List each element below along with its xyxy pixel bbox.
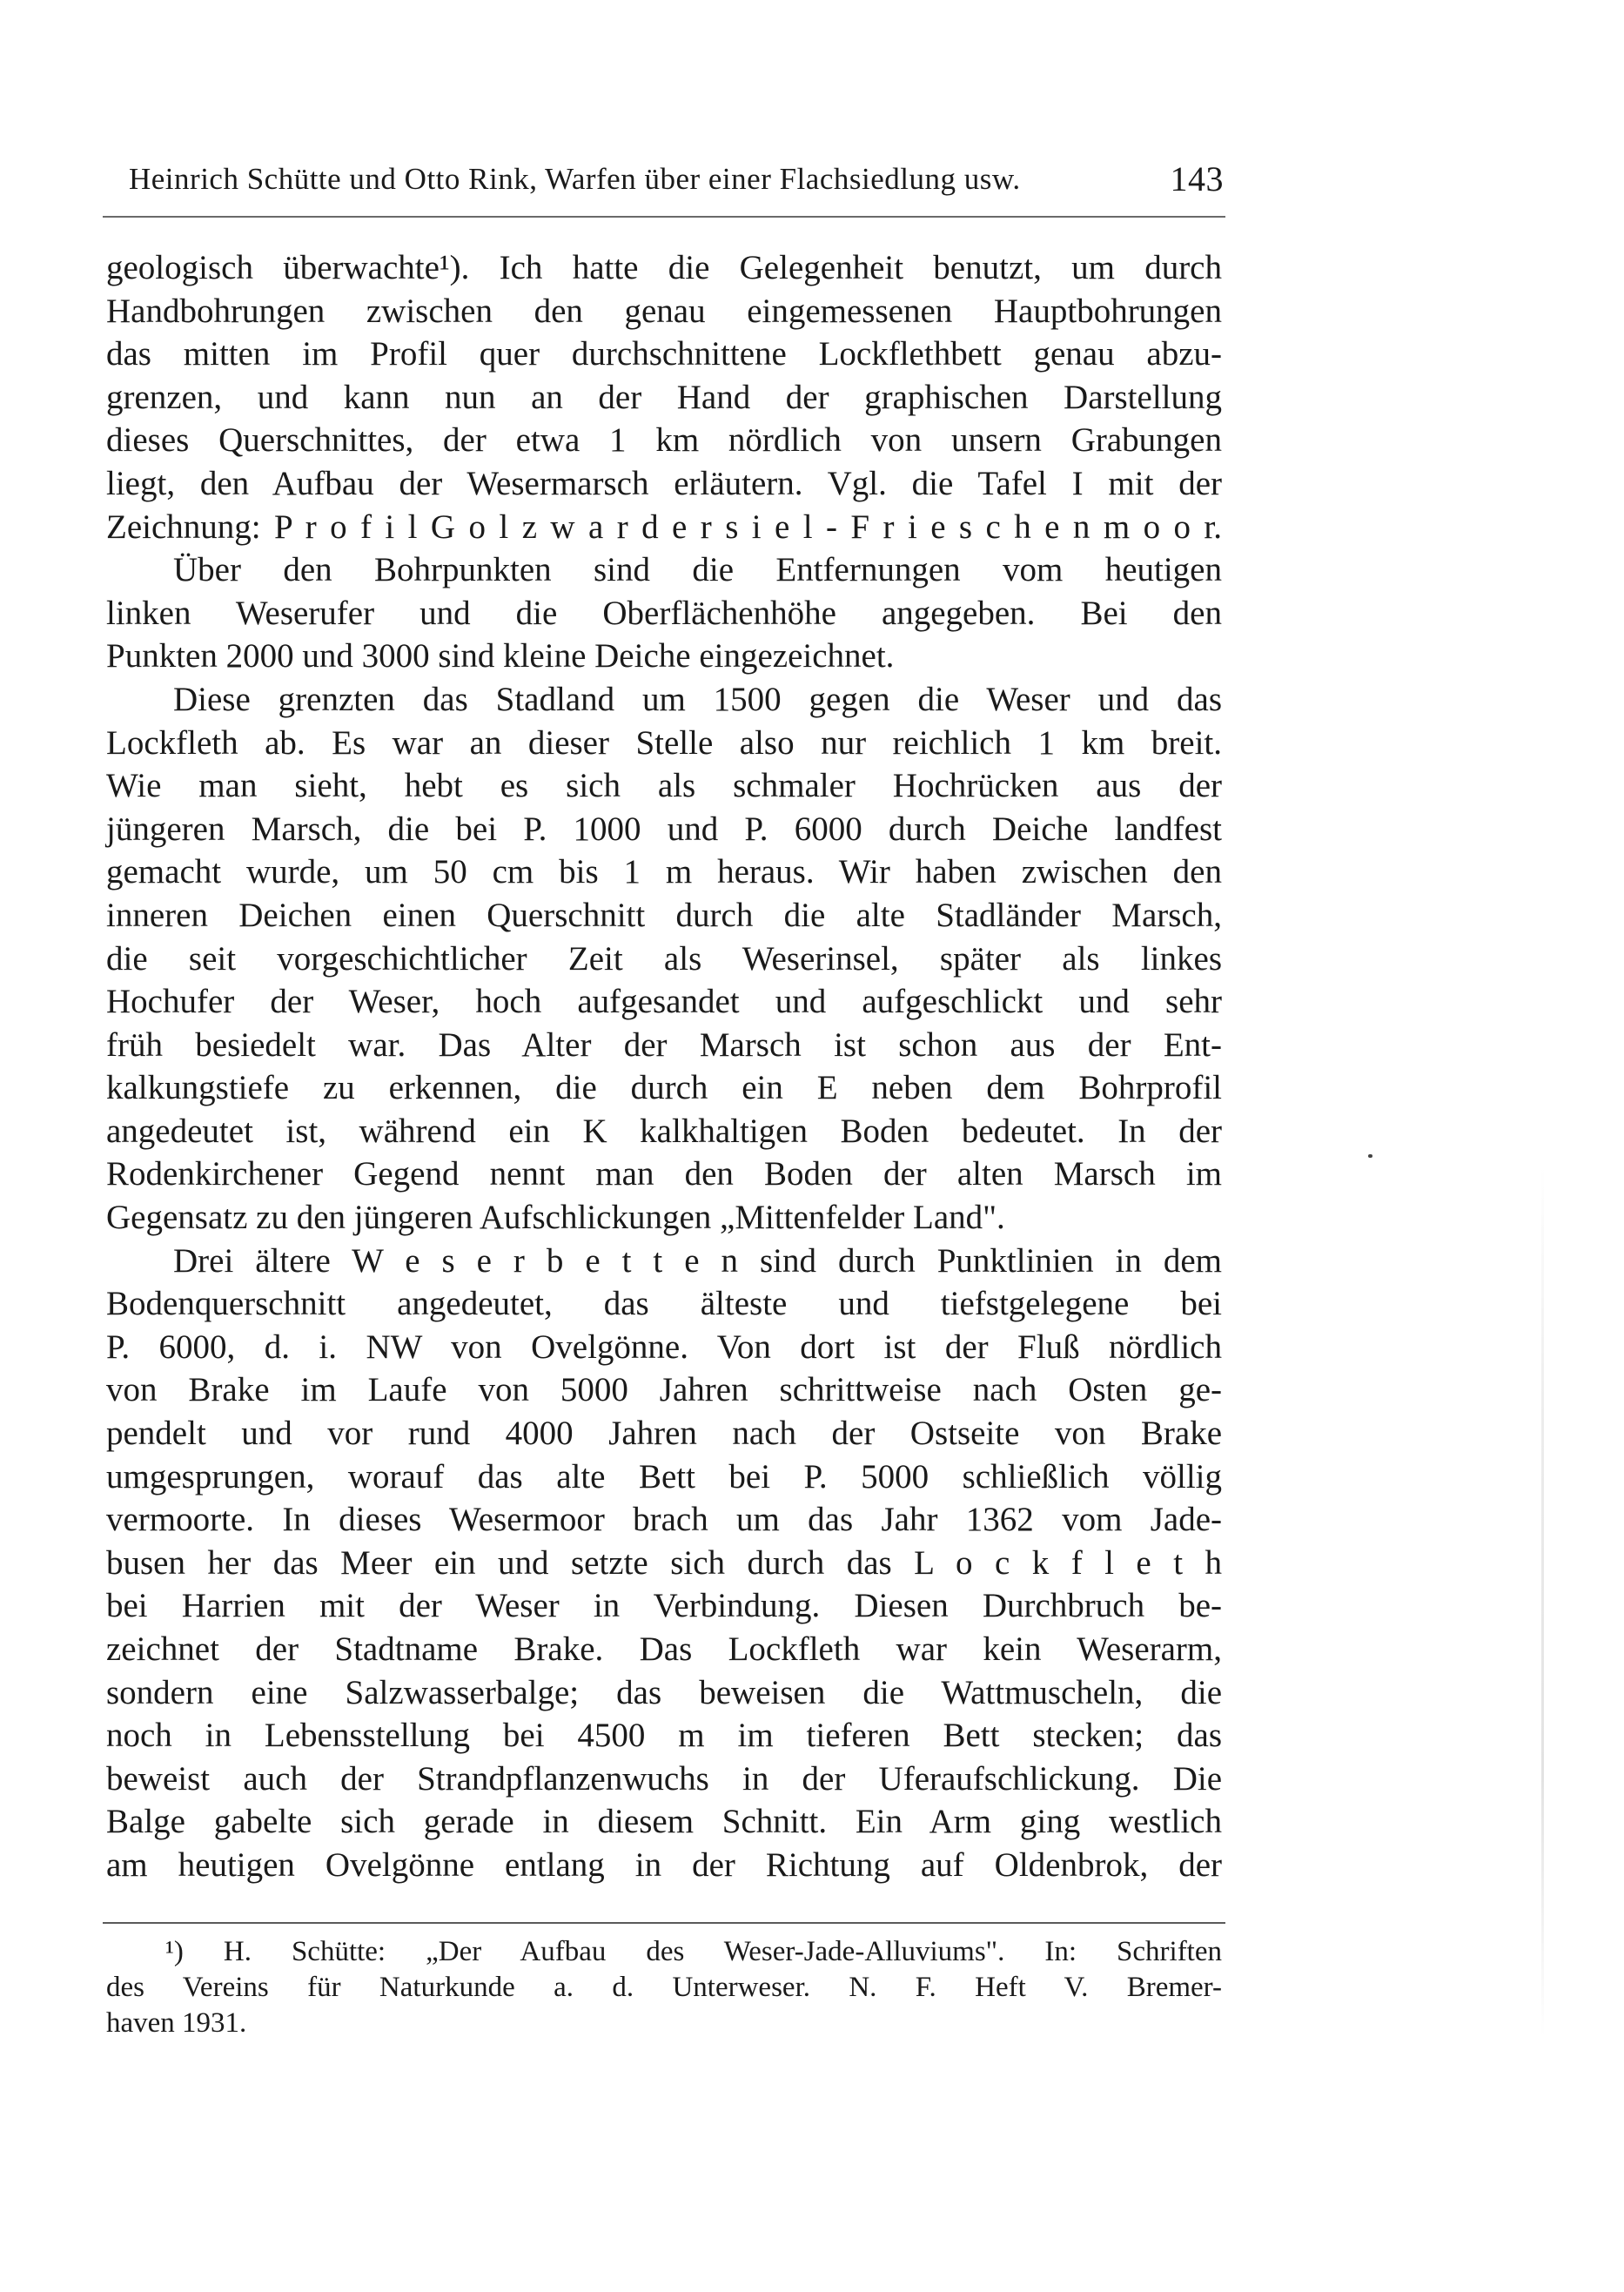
text-line: Punkten 2000 und 3000 sind kleine Deiche eingezeichnet. [106, 637, 895, 676]
text-line: früh besiedelt war. Das Alter der Marsch ist schon aus der Ent- [106, 1025, 1222, 1064]
footnote [106, 1934, 1222, 2041]
running-header [129, 159, 1224, 205]
text-line: Zeichnung: P r o f i l G o l z w a r d e r s i e l - F r i e s c h e n m o o r. [106, 507, 1222, 546]
text-line: Lockfleth ab. Es war an dieser Stelle also nur reichlich 1 km breit. [106, 723, 1222, 762]
text-line: vermoorte. In dieses Wesermoor brach um das Jahr 1362 vom Jade- [106, 1501, 1222, 1539]
footnote-line: ¹) H. Schütte: „Der Aufbau des Weser-Jade-Alluviums". In: Schriften [165, 1936, 1222, 1967]
footnote-line: des Vereins für Naturkunde a. d. Unterweser. N. F. Heft V. Bremer- [106, 1972, 1222, 2003]
text-line: linken Weserufer und die Oberflächenhöhe angegeben. Bei den [106, 594, 1222, 632]
text-line: inneren Deichen einen Querschnitt durch die alte Stadländer Marsch, [106, 896, 1222, 934]
header-rule [103, 216, 1225, 218]
footnote-rule [103, 1922, 1225, 1924]
text-line: umgesprungen, worauf das alte Bett bei P. 5000 schließlich völlig [106, 1457, 1222, 1496]
text-line: Rodenkirchener Gegend nennt man den Boden der alten Marsch im [106, 1155, 1222, 1193]
text-line: das mitten im Profil quer durchschnittene Lockflethbett genau abzu- [106, 335, 1222, 373]
page-number: 143 [1170, 159, 1224, 198]
text-line: Balge gabelte sich gerade in diesem Schnitt. Ein Arm ging westlich [106, 1803, 1222, 1841]
text-line: Gegensatz zu den jüngeren Aufschlickungen „Mittenfelder Land". [106, 1199, 1005, 1237]
ink-speck [1368, 1154, 1372, 1158]
text-line: P. 6000, d. i. NW von Ovelgönne. Von dort ist der Fluß nördlich [106, 1327, 1222, 1366]
text-line: Hochufer der Weser, hoch aufgesandet und aufgeschlickt und sehr [106, 983, 1222, 1021]
text-line: geologisch überwachte¹). Ich hatte die Gelegenheit benutzt, um durch [106, 249, 1222, 286]
text-line: noch in Lebensstellung bei 4500 m im tieferen Bett stecken; das [106, 1717, 1222, 1755]
body-text [106, 246, 1222, 1887]
text-line: am heutigen Ovelgönne entlang in der Richtung auf Oldenbrok, der [106, 1845, 1222, 1884]
text-line: Diese grenzten das Stadland um 1500 gegen die Weser und das [173, 680, 1222, 718]
text-line: bei Harrien mit der Weser in Verbindung. Diesen Durchbruch be- [106, 1587, 1222, 1625]
text-line: gemacht wurde, um 50 cm bis 1 m heraus. Wir haben zwischen den [106, 853, 1222, 891]
text-line: angedeutet ist, während ein K kalkhaltigen Boden bedeutet. In der [106, 1112, 1222, 1150]
text-line: beweist auch der Strandpflanzenwuchs in der Uferaufschlickung. Die [106, 1759, 1222, 1798]
text-line: die seit vorgeschichtlicher Zeit als Weserinsel, später als linkes [106, 939, 1222, 978]
text-line: Über den Bohrpunkten sind die Entfernungen vom heutigen [173, 551, 1222, 589]
text-line: busen her das Meer ein und setzte sich durch das L o c k f l e t h [106, 1543, 1222, 1582]
text-line: grenzen, und kann nun an der Hand der graphischen Darstellung [106, 378, 1222, 416]
text-line: jüngeren Marsch, die bei P. 1000 und P. 6000 durch Deiche landfest [106, 810, 1222, 848]
running-title: Heinrich Schütte und Otto Rink, Warfen über einer Flachsiedlung usw. [129, 162, 1021, 196]
footnote-line: haven 1931. [106, 2007, 247, 2039]
text-line: Drei ältere W e s e r b e t t e n sind durch Punktlinien in dem [173, 1241, 1222, 1280]
text-line: pendelt und vor rund 4000 Jahren nach der Ostseite von Brake [106, 1415, 1222, 1453]
text-line: dieses Querschnittes, der etwa 1 km nördlich von unsern Grabungen [106, 421, 1222, 460]
text-line: von Brake im Laufe von 5000 Jahren schrittweise nach Osten ge- [106, 1371, 1222, 1409]
text-line: Bodenquerschnitt angedeutet, das älteste und tiefstgelegene bei [106, 1285, 1222, 1323]
text-line: liegt, den Aufbau der Wesermarsch erläutern. Vgl. die Tafel I mit der [106, 464, 1222, 502]
text-line: Handbohrungen zwischen den genau eingemessenen Hauptbohrungen [106, 292, 1222, 330]
scan-edge-shadow [1541, 1166, 1544, 2037]
text-line: kalkungstiefe zu erkennen, die durch ein E neben dem Bohrprofil [106, 1069, 1222, 1107]
text-line: sondern eine Salzwasserbalge; das beweisen die Wattmuscheln, die [106, 1673, 1222, 1711]
text-line: Wie man sieht, hebt es sich als schmaler Hochrücken aus der [106, 767, 1222, 805]
text-line: zeichnet der Stadtname Brake. Das Lockfleth war kein Weserarm, [106, 1630, 1222, 1668]
